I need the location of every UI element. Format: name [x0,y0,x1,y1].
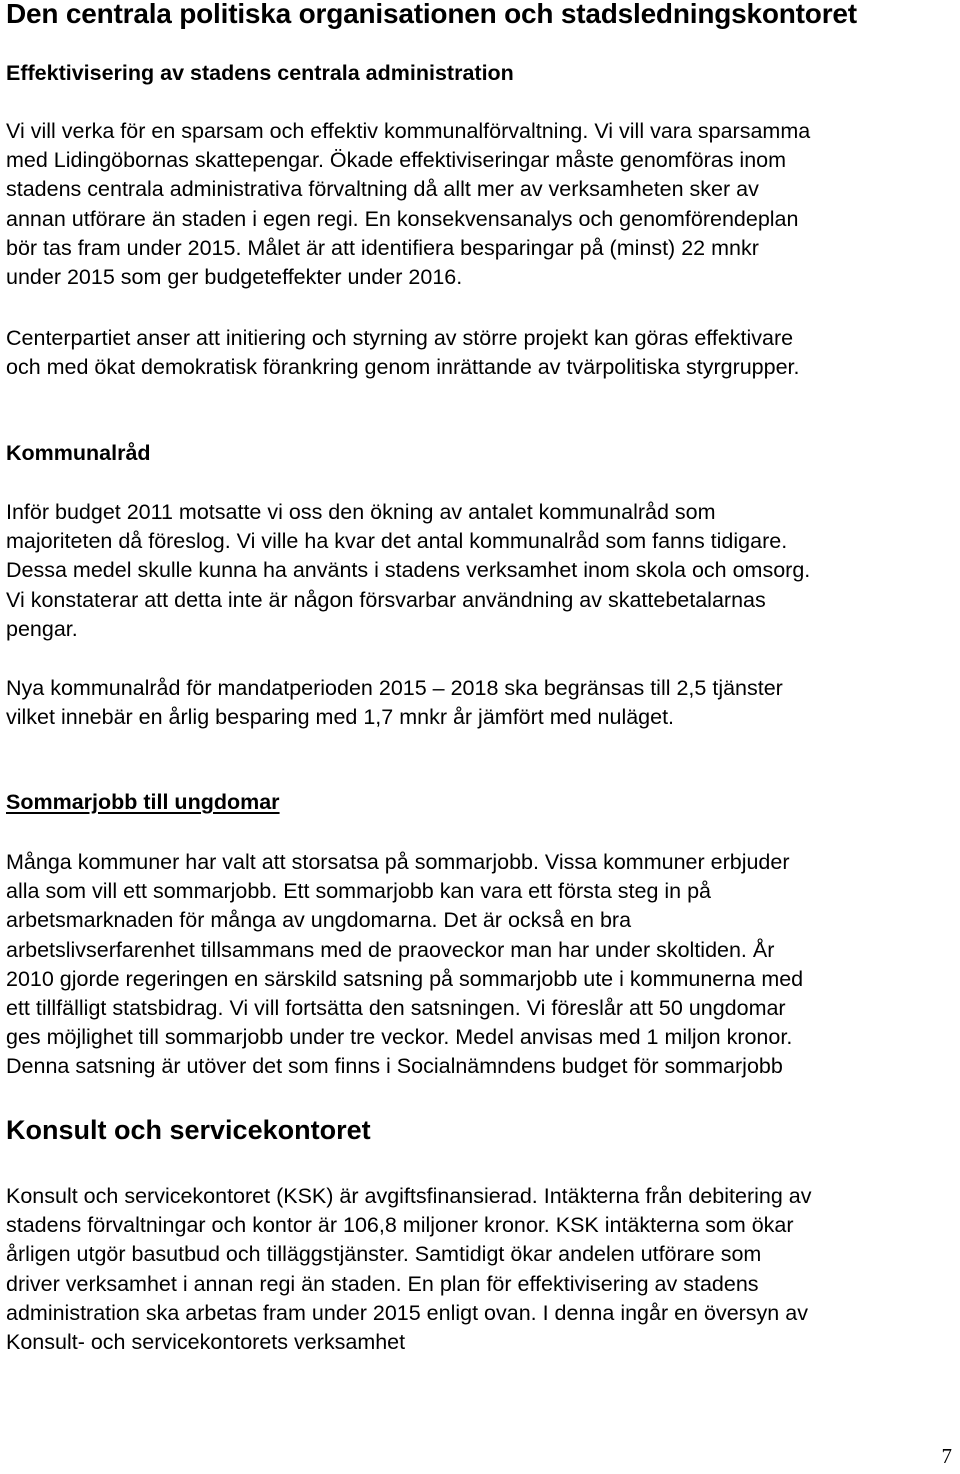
text-line: alla som vill ett sommarjobb. Ett sommarjobb kan vara ett första steg in på [6,879,712,904]
text-line: Många kommuner har valt att storsatsa på sommarjobb. Vissa kommuner erbjuder [6,850,790,874]
text-line: stadens förvaltningar och kontor är 106,8 miljoner kronor. KSK intäkterna som ökar [6,1213,794,1238]
text-line: arbetslivserfarenhet tillsammans med de praoveckor man har under skoltiden. År [6,937,775,962]
text-line: vilket innebär en årlig besparing med 1,7 mnkr år jämfört med nuläget. [6,705,675,730]
text-line: Konsult och servicekontoret (KSK) är avgiftsfinansierad. Intäkterna från debitering av [6,1184,812,1208]
text-line: Konsult- och servicekontorets verksamhet [6,1330,406,1355]
text-line: administration ska arbetas fram under 2015 enligt ovan. I denna ingår en översyn av [6,1300,808,1325]
text-line: Dessa medel skulle kunna ha använts i stadens verksamhet inom skola och omsorg. [6,558,811,583]
paragraph [6,324,954,382]
text-line: ett tillfälligt statsbidrag. Vi vill fortsätta den satsningen. Vi föreslår att 50 ungdomar [6,996,786,1021]
text-line: och med ökat demokratisk förankring genom inrättande av tvärpolitiska styrgrupper. [6,355,800,380]
section-heading-kommunalrad: Kommunalråd [6,441,151,465]
paragraph [6,674,954,732]
paragraph [6,117,954,292]
section-heading-konsult: Konsult och servicekontoret [6,1115,371,1145]
text-line: Vi vill verka för en sparsam och effektiv kommunalförvaltning. Vi vill vara sparsamma [6,119,811,143]
text-line: driver verksamhet i annan regi än staden. En plan för effektivisering av stadens [6,1271,759,1296]
text-line: under 2015 som ger budgeteffekter under 2016. [6,265,463,290]
section-heading-effektivisering: Effektivisering av stadens centrala administration [6,61,514,85]
section-heading-sommarjobb: Sommarjobb till ungdomar [6,790,280,814]
text-line: majoriteten då föreslog. Vi ville ha kvar det antal kommunalråd som fanns tidigare. [6,529,788,554]
text-line: 2010 gjorde regeringen en särskild satsning på sommarjobb ute i kommunerna med [6,966,804,991]
text-line: annan utförare än staden i egen regi. En konsekvensanalys och genomförendeplan [6,206,799,231]
document-title: Den centrala politiska organisationen och stadsledningskontoret [6,0,857,29]
text-line: stadens centrala administrativa förvaltning då allt mer av verksamheten sker av [6,177,759,202]
text-line: bör tas fram under 2015. Målet är att identifiera besparingar på (minst) 22 mnkr [6,235,759,260]
text-line: pengar. [6,616,78,641]
paragraph [6,498,954,644]
text-line: med Lidingöbornas skattepengar. Ökade effektiviseringar måste genomföras inom [6,148,787,173]
text-line: Denna satsning är utöver det som finns i Socialnämndens budget för sommarjobb [6,1054,783,1079]
page-number: 7 [941,1444,952,1468]
text-line: ges möjlighet till sommarjobb under tre veckor. Medel anvisas med 1 miljon kronor. [6,1025,793,1050]
text-line: Nya kommunalråd för mandatperioden 2015 – 2018 ska begränsas till 2,5 tjänster [6,676,783,700]
text-line: Inför budget 2011 motsatte vi oss den ökning av antalet kommunalråd som [6,500,716,524]
text-line: Centerpartiet anser att initiering och styrning av större projekt kan göras effektivare [6,326,794,350]
paragraph [6,1182,954,1357]
paragraph [6,848,954,1082]
text-line: Vi konstaterar att detta inte är någon försvarbar användning av skattebetalarnas [6,587,766,612]
text-line: årligen utgör basutbud och tilläggstjänster. Samtidigt ökar andelen utförare som [6,1242,762,1267]
text-line: arbetsmarknaden för många av ungdomarna. Det är också en bra [6,908,632,933]
